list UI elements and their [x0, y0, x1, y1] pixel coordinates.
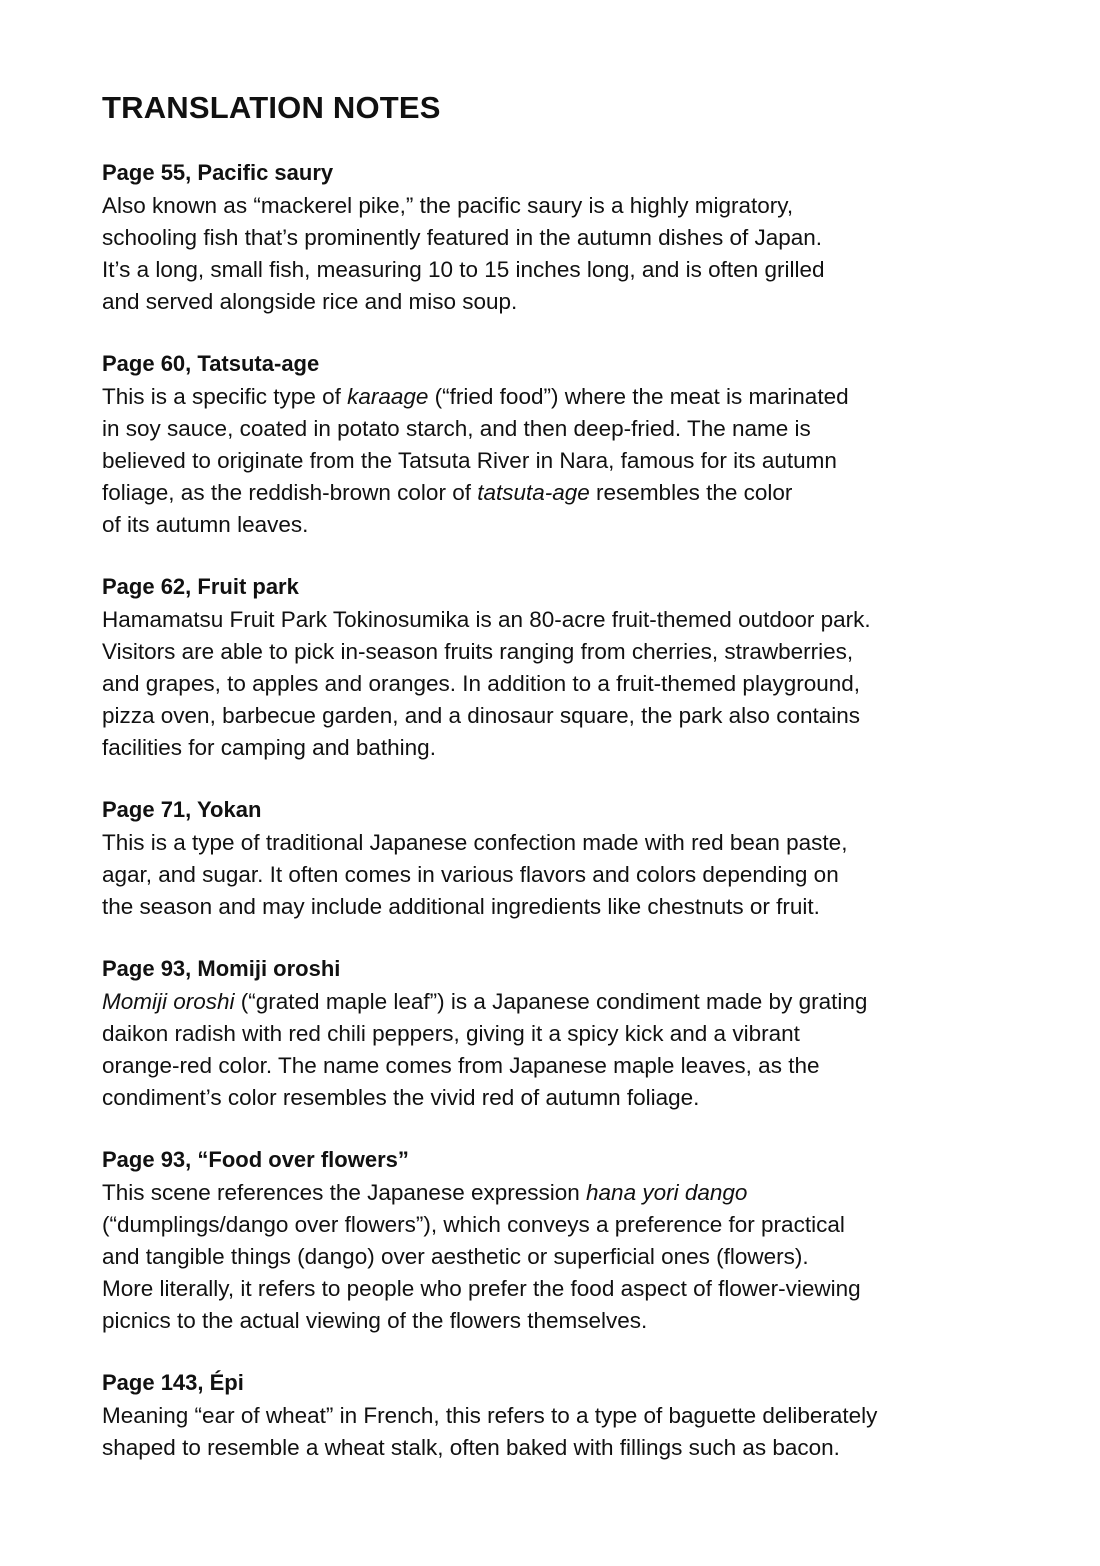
note-heading: Page 143, Épi [102, 1370, 244, 1395]
note-heading: Page 60, Tatsuta-age [102, 351, 320, 376]
note-text: This is a specific type of [102, 384, 348, 409]
note-body: This is a type of traditional Japanese confection made with red bean paste, agar, and sugar. It often comes in various flavors and colors depending on the season and may include additional ingredients like chestnuts or fruit. [102, 830, 848, 919]
document-page [102, 88, 1042, 1495]
note-heading: Page 62, Fruit park [102, 574, 299, 599]
italic-term: tatsuta-age [477, 480, 590, 505]
note-heading: Page 71, Yokan [102, 797, 262, 822]
note-heading: Page 93, “Food over flowers” [102, 1147, 409, 1172]
note-momiji-oroshi [102, 954, 1042, 1114]
italic-term: Momiji oroshi [102, 989, 235, 1014]
note-text: resembles the color of its autumn leaves. [102, 480, 793, 537]
page-title: TRANSLATION NOTES [102, 90, 441, 125]
italic-term: hana yori dango [586, 1180, 748, 1205]
note-body [102, 986, 1042, 1114]
italic-term: karaage [347, 384, 429, 409]
note-body: Also known as “mackerel pike,” the pacific saury is a highly migratory, schooling fish that’s prominently featured in the autumn dishes of Japan. It’s a long, small fish, measuring 10 to 15 inches long, and is often grilled and served alongside rice and miso soup. [102, 193, 825, 314]
note-body [102, 1177, 1042, 1337]
note-epi [102, 1368, 1042, 1464]
note-body [102, 381, 1042, 541]
note-tatsuta-age [102, 349, 1042, 541]
note-food-over-flowers [102, 1145, 1042, 1337]
note-text: (“fried food”) where the meat is marinated in soy sauce, coated in potato starch, and then deep-fried. The name is believed to originate from the Tatsuta River in Nara, famous for its autumn foliage, as the reddish-brown color of [102, 384, 849, 505]
note-text: (“dumplings/dango over flowers”), which conveys a preference for practical and tangible things (dango) over aesthetic or superficial ones (flowers). More literally, it refers to people who prefer the food aspect of flower-viewing picnics to the actual viewing of the flowers themselves. [102, 1212, 861, 1333]
note-yokan [102, 795, 1042, 923]
note-pacific-saury [102, 158, 1042, 318]
note-body: Meaning “ear of wheat” in French, this refers to a type of baguette deliberately shaped to resemble a wheat stalk, often baked with fillings such as bacon. [102, 1403, 878, 1460]
note-text: (“grated maple leaf”) is a Japanese condiment made by grating daikon radish with red chili peppers, giving it a spicy kick and a vibrant orange-red color. The name comes from Japanese maple leaves, as the condiment’s color resembles the vivid red of autumn foliage. [102, 989, 868, 1110]
note-fruit-park [102, 572, 1042, 764]
note-body: Hamamatsu Fruit Park Tokinosumika is an 80-acre fruit-themed outdoor park. Visitors are able to pick in-season fruits ranging from cherries, strawberries, and grapes, to apples and oranges. In addition to a fruit-themed playground, pizza oven, barbecue garden, and a dinosaur square, the park also contains facilities for camping and bathing. [102, 607, 871, 760]
note-text: This scene references the Japanese expression [102, 1180, 587, 1205]
note-heading: Page 55, Pacific saury [102, 160, 334, 185]
note-heading: Page 93, Momiji oroshi [102, 956, 341, 981]
